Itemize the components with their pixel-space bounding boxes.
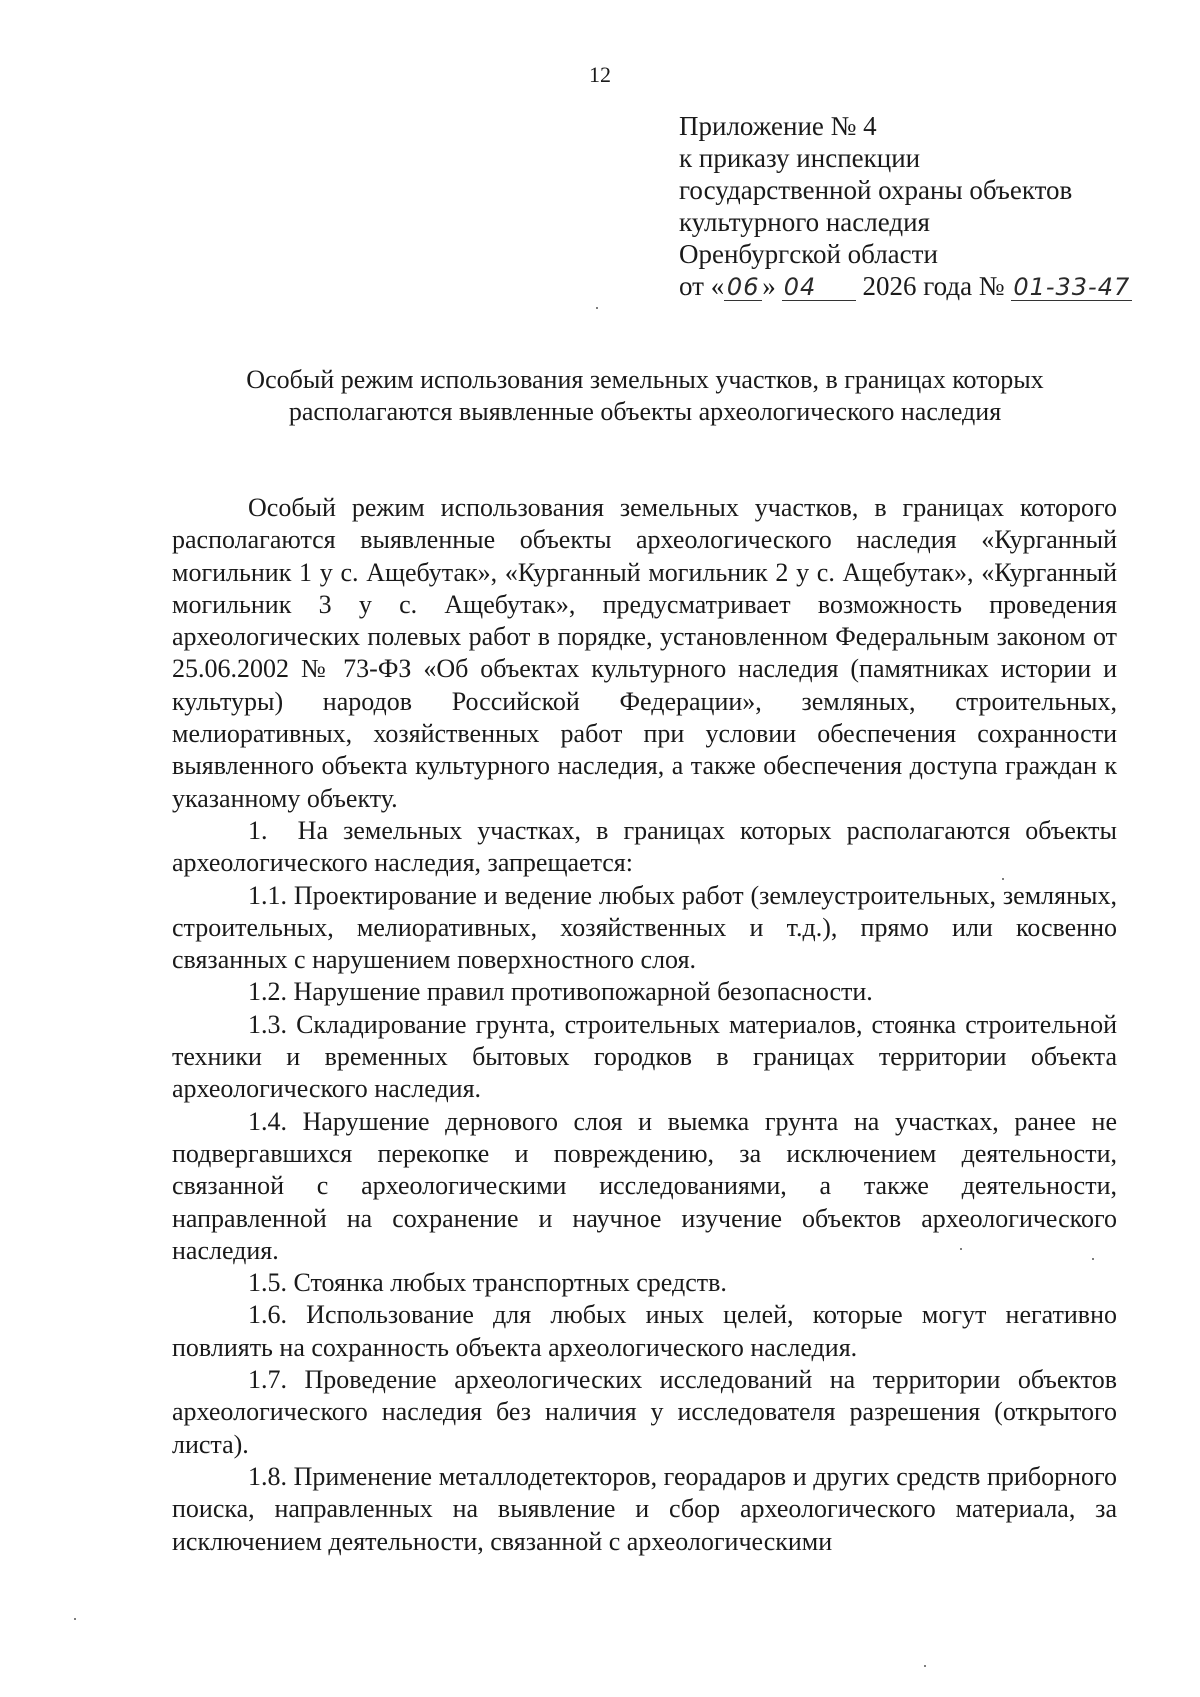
document-body bbox=[172, 492, 1117, 1558]
handwritten-month: 04 bbox=[782, 274, 856, 301]
date-mid: » bbox=[762, 271, 776, 301]
appendix-line-order: к приказу инспекции bbox=[679, 143, 921, 173]
document-title bbox=[180, 364, 1110, 428]
scan-speck bbox=[74, 1618, 76, 1620]
date-suffix: 2026 года № bbox=[862, 271, 1005, 301]
scan-speck bbox=[924, 1665, 926, 1667]
scan-speck bbox=[960, 1248, 962, 1250]
date-prefix: от « bbox=[679, 271, 725, 301]
item-1-5: 1.5. Стоянка любых транспортных средств. bbox=[248, 1268, 727, 1298]
handwritten-day: 06 bbox=[724, 274, 762, 301]
scan-speck bbox=[596, 307, 598, 309]
scan-speck bbox=[1002, 878, 1004, 880]
item-1-1: 1.1. Проектирование и ведение любых работ (землеустроительных, земляных, строительных, мелиоративных, хозяйственных и т.д.), прямо или косвенно связанных с нарушением поверхностного слоя. bbox=[172, 880, 1117, 975]
appendix-line-region: Оренбургской области bbox=[679, 239, 938, 269]
item-1-8: 1.8. Применение металлодетекторов, георадаров и других средств приборного поиска, направленных на выявление и сбор археологического материала, за исключением деятельности, связанной с археологическими bbox=[172, 1461, 1117, 1556]
page-number: 12 bbox=[589, 62, 611, 87]
item-1-2: 1.2. Нарушение правил противопожарной безопасности. bbox=[248, 977, 873, 1007]
scan-speck bbox=[1092, 1258, 1094, 1260]
handwritten-order-number: 01-33-47 bbox=[1013, 273, 1131, 301]
appendix-date-line bbox=[679, 270, 1159, 302]
appendix-line-inspection: государственной охраны объектов bbox=[679, 175, 1073, 205]
intro-paragraph: Особый режим использования земельных участков, в границах которого располагаются выявленные объекты археологического наследия «Курганный могильник 1 у с. Ащебутак», «Курганный могильник 2 у с. Ащебутак», «Курганный могильник 3 у с. Ащебутак», предусматривает возможность проведения археологических полевых работ в порядке, установленном Федеральным законом от 25.06.2002 № 73-ФЗ «Об объектах культурного наследия (памятниках истории и культуры) народов Российской Федерации», земляных, строительных, мелиоративных, хозяйственных работ при условии обеспечения сохранности выявленного объекта культурного наследия, а также обеспечения доступа граждан к указанному объекту. bbox=[172, 493, 1117, 813]
item-1-4: 1.4. Нарушение дернового слоя и выемка грунта на участках, ранее не подвергавшихся перекопке и повреждению, за исключением деятельности, связанной с археологическими исследованиями, а также деятельности, направленной на сохранение и научное изучение объектов археологического наследия. bbox=[172, 1106, 1117, 1265]
appendix-title: Приложение № 4 bbox=[679, 111, 877, 141]
item-1-6: 1.6. Использование для любых иных целей, которые могут негативно повлиять на сохранность объекта археологического наследия. bbox=[172, 1300, 1117, 1362]
appendix-line-heritage: культурного наследия bbox=[679, 207, 930, 237]
title-line-2: располагаются выявленные объекты археологического наследия bbox=[288, 397, 1002, 426]
item-1-7: 1.7. Проведение археологических исследований на территории объектов археологического наследия без наличия у исследователя разрешения (открытого листа). bbox=[172, 1365, 1117, 1459]
appendix-header bbox=[679, 110, 1159, 302]
item-1-3: 1.3. Складирование грунта, строительных материалов, стоянка строительной техники и временных бытовых городков в границах территории объекта археологического наследия. bbox=[172, 1009, 1117, 1104]
title-line-1: Особый режим использования земельных участков, в границах которых bbox=[246, 365, 1044, 394]
item-1: 1. На земельных участках, в границах которых располагаются объекты археологического наследия, запрещается: bbox=[172, 815, 1117, 878]
